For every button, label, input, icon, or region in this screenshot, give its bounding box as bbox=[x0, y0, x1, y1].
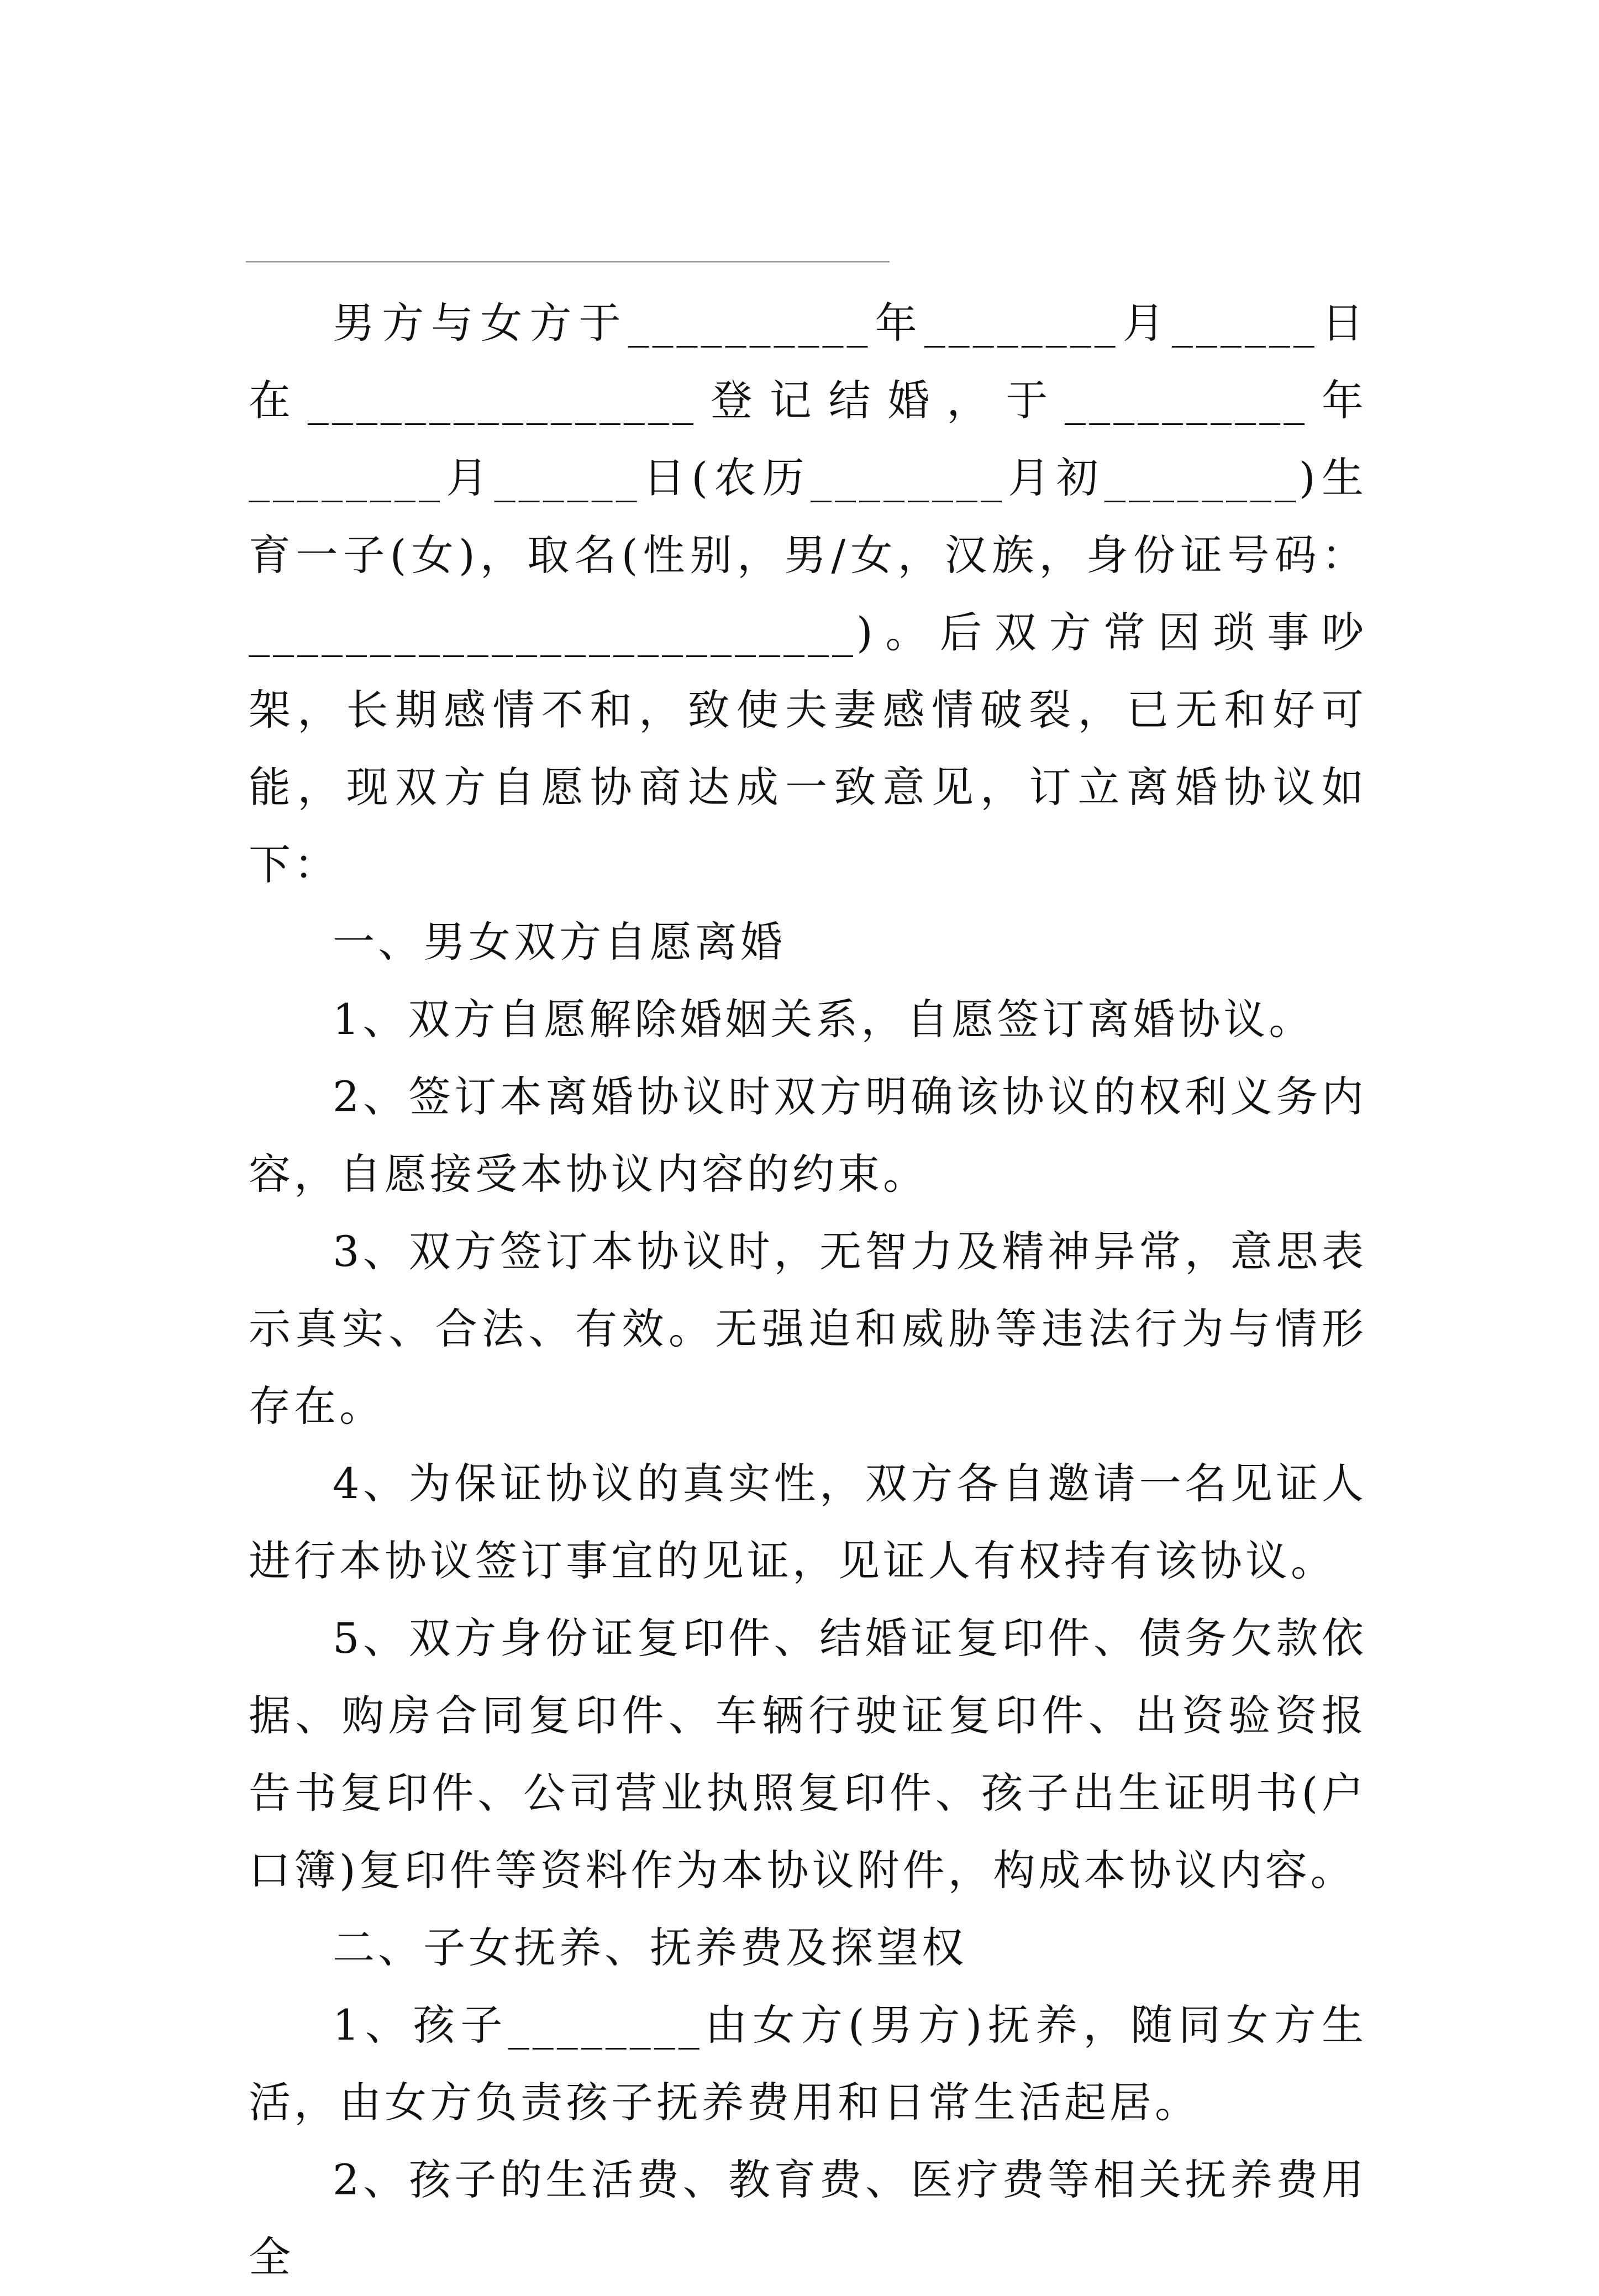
clause-1-3: 3、双方签订本协议时，无智力及精神异常，意思表示真实、合法、有效。无强迫和威胁等违法行为与情形存在。 bbox=[249, 1227, 1367, 1431]
intro-paragraph: 男方与女方于__________年________月______日在________________登记结婚，于__________年________月______日(农历________月初________)生育一子(女)，取名(性别，男/女，汉族，身份证号码：_________________________)。后双方常因琐事吵架，长期感情不和，致使夫妻感情破裂，已无和好可能，现双方自愿协商达成一致意见，订立离婚协议如下： bbox=[249, 298, 1367, 889]
clause-1-1: 1、双方自愿解除婚姻关系，自愿签订离婚协议。 bbox=[333, 995, 1314, 1044]
clause-1-4: 4、为保证协议的真实性，双方各自邀请一名见证人进行本协议签订事宜的见证，见证人有权持有该协议。 bbox=[249, 1459, 1367, 1585]
header-rule bbox=[246, 261, 890, 262]
clause-1-2: 2、签订本离婚协议时双方明确该协议的权利义务内容，自愿接受本协议内容的约束。 bbox=[249, 1072, 1367, 1199]
clause-2-2: 2、孩子的生活费、教育费、医疗费等相关抚养费用全 bbox=[249, 2155, 1367, 2282]
clause-2-1: 1、孩子________由女方(男方)抚养，随同女方生活，由女方负责孩子抚养费用和日常生活起居。 bbox=[249, 2000, 1367, 2127]
section-heading-2: 二、子女抚养、抚养费及探望权 bbox=[333, 1923, 967, 1972]
clause-1-5: 5、双方身份证复印件、结婚证复印件、债务欠款依据、购房合同复印件、车辆行驶证复印件、出资验资报告书复印件、公司营业执照复印件、孩子出生证明书(户口簿)复印件等资料作为本协议附件，构成本协议内容。 bbox=[249, 1614, 1367, 1895]
document-body bbox=[249, 285, 1367, 2296]
section-heading-1: 一、男女双方自愿离婚 bbox=[333, 917, 786, 966]
